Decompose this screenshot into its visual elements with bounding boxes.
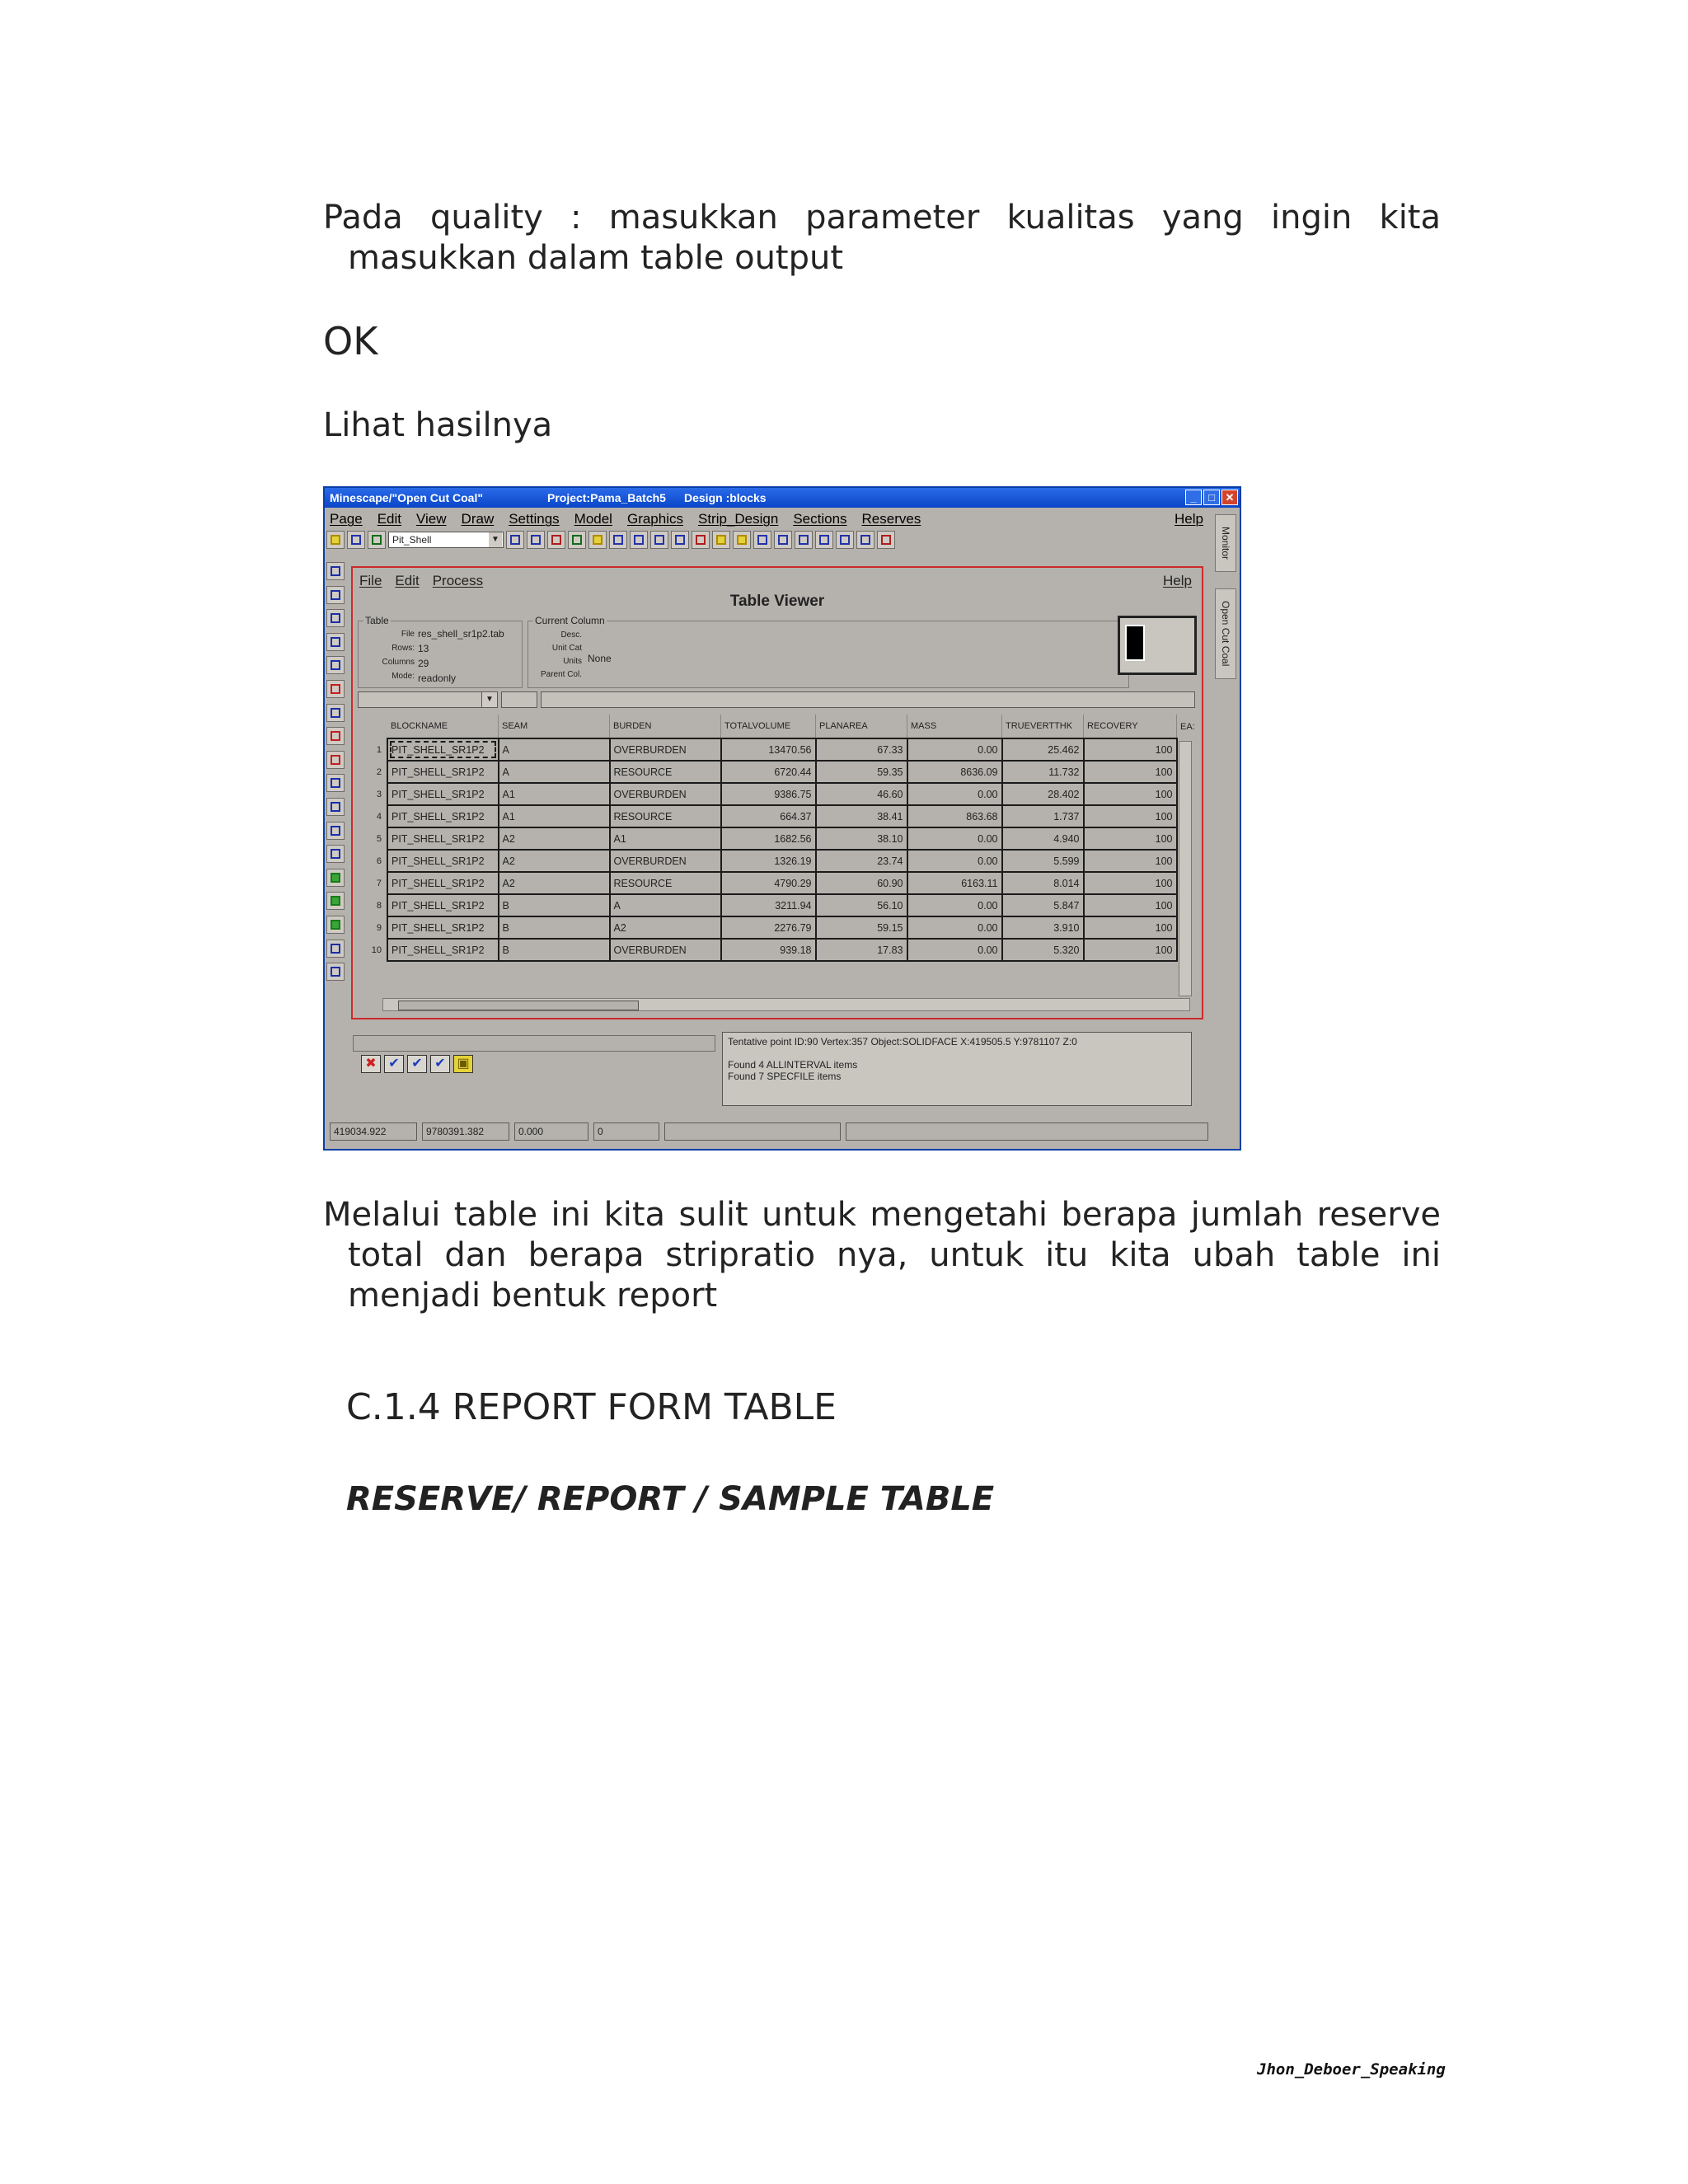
table-cell[interactable]: RESOURCE xyxy=(610,761,721,783)
table-info-group xyxy=(358,615,523,688)
status-extra xyxy=(846,1122,1208,1141)
table-cell[interactable]: 38.10 xyxy=(816,827,907,850)
menu-strip-design[interactable]: Strip_Design xyxy=(698,511,779,527)
command-panel xyxy=(353,1032,1202,1114)
status-z: 0.000 xyxy=(514,1122,588,1141)
filter-dropdown-icon[interactable]: ▼ xyxy=(481,691,498,708)
row-number: 6 xyxy=(376,855,382,866)
light-icon[interactable] xyxy=(588,531,607,549)
cancel-icon[interactable]: ✖ xyxy=(361,1055,381,1073)
close-button[interactable]: ✕ xyxy=(1221,490,1238,505)
step-icon[interactable] xyxy=(326,774,345,792)
measure-icon[interactable] xyxy=(650,531,668,549)
table-cell[interactable]: PIT_SHELL_SR1P2 xyxy=(387,761,499,783)
table-cell[interactable]: PIT_SHELL_SR1P2 xyxy=(387,805,499,827)
table-cell[interactable]: 6720.44 xyxy=(721,761,816,783)
save-icon[interactable] xyxy=(368,531,386,549)
table-cell[interactable]: 0.00 xyxy=(907,850,1002,872)
table-cell[interactable]: 863.68 xyxy=(907,805,1002,827)
table-cell[interactable]: 664.37 xyxy=(721,805,816,827)
table-cell[interactable]: PIT_SHELL_SR1P2 xyxy=(387,939,499,961)
grid-icon[interactable] xyxy=(609,531,627,549)
sub-heading: RESERVE/ REPORT / SAMPLE TABLE xyxy=(346,1480,995,1518)
status-x: 419034.922 xyxy=(330,1122,417,1141)
table-viewer-dialog xyxy=(351,566,1203,1019)
left-toolbar xyxy=(326,562,348,987)
table-cell[interactable]: A xyxy=(499,761,610,783)
design-combo[interactable]: Pit_Shell ▼ xyxy=(388,532,504,548)
mode-label: Mode: xyxy=(392,672,415,681)
row-number: 1 xyxy=(376,744,382,755)
mode-value: readonly xyxy=(418,673,457,684)
menu-edit[interactable]: Edit xyxy=(377,511,401,527)
table-cell[interactable]: 5.599 xyxy=(1002,850,1084,872)
erase-icon[interactable] xyxy=(547,531,565,549)
row-number: 4 xyxy=(376,811,382,822)
title-design: Design :blocks xyxy=(684,491,767,504)
col-mass[interactable]: MASS xyxy=(907,715,1002,738)
table-cell[interactable]: A2 xyxy=(499,872,610,894)
table-cell[interactable]: 3.910 xyxy=(1002,916,1084,939)
table-horizontal-scrollbar[interactable] xyxy=(382,998,1190,1011)
table-cell[interactable]: 0.00 xyxy=(907,827,1002,850)
table-cell[interactable]: 1326.19 xyxy=(721,850,816,872)
col-burden[interactable]: BURDEN xyxy=(610,715,721,738)
table-header-row xyxy=(359,715,1200,738)
table-cell[interactable]: 59.35 xyxy=(816,761,907,783)
desc-label: Desc. xyxy=(560,630,582,640)
maximize-button[interactable]: □ xyxy=(1203,490,1220,505)
check-icon-1[interactable]: ✔ xyxy=(384,1055,404,1073)
table-legend: Table xyxy=(365,615,389,626)
table-cell[interactable]: PIT_SHELL_SR1P2 xyxy=(387,738,499,761)
menu-settings[interactable]: Settings xyxy=(509,511,560,527)
tab-open-cut-coal[interactable]: Open Cut Coal xyxy=(1215,588,1236,679)
viewer-menu-help[interactable]: Help xyxy=(1163,573,1192,588)
minimize-button[interactable]: _ xyxy=(1185,490,1202,505)
split-horizontal-icon[interactable] xyxy=(795,531,813,549)
table-cell[interactable]: 4790.29 xyxy=(721,872,816,894)
table-cell[interactable]: 46.60 xyxy=(816,783,907,805)
table-cell[interactable]: 9386.75 xyxy=(721,783,816,805)
table-cell[interactable]: OVERBURDEN xyxy=(610,738,721,761)
right-tabs xyxy=(1210,509,1240,707)
table-cell[interactable]: OVERBURDEN xyxy=(610,939,721,961)
viewer-menu-process[interactable]: Process xyxy=(432,573,484,588)
zoom-in-icon[interactable] xyxy=(753,531,771,549)
table-cell[interactable]: 0.00 xyxy=(907,939,1002,961)
table-cell[interactable]: RESOURCE xyxy=(610,805,721,827)
table-cell[interactable]: 28.402 xyxy=(1002,783,1084,805)
table-cell[interactable]: 5.847 xyxy=(1002,894,1084,916)
network-icon[interactable] xyxy=(326,916,345,934)
table-row[interactable] xyxy=(359,827,1200,850)
table-cell[interactable]: A2 xyxy=(610,916,721,939)
menu-help[interactable]: Help xyxy=(1175,511,1203,527)
folder-icon[interactable] xyxy=(347,531,365,549)
table-cell[interactable]: B xyxy=(499,939,610,961)
title-bar xyxy=(325,488,1240,508)
table-cell[interactable]: 13470.56 xyxy=(721,738,816,761)
menu-reserves[interactable]: Reserves xyxy=(861,511,921,527)
table-row[interactable] xyxy=(359,783,1200,805)
para1-line2: masukkan dalam table output xyxy=(348,239,844,277)
pencil-icon[interactable] xyxy=(506,531,524,549)
table-row[interactable] xyxy=(359,761,1200,783)
col-truevertthk[interactable]: TRUEVERTTHK xyxy=(1002,715,1084,738)
col-totalvolume[interactable]: TOTALVOLUME xyxy=(721,715,816,738)
filter-op[interactable] xyxy=(501,691,537,708)
table-cell[interactable]: PIT_SHELL_SR1P2 xyxy=(387,850,499,872)
current-column-legend: Current Column xyxy=(535,615,605,626)
menu-sections[interactable]: Sections xyxy=(793,511,847,527)
table-cell[interactable]: A xyxy=(499,738,610,761)
pointer-icon[interactable] xyxy=(836,531,854,549)
table-cell[interactable]: PIT_SHELL_SR1P2 xyxy=(387,894,499,916)
table-cell[interactable]: A1 xyxy=(610,827,721,850)
lihat-text: Lihat hasilnya xyxy=(323,406,553,444)
color-swatch xyxy=(1118,616,1197,675)
table-cell[interactable]: 0.00 xyxy=(907,783,1002,805)
mouse-icon[interactable] xyxy=(326,704,345,722)
yellow-tool-icon[interactable] xyxy=(326,845,345,863)
table-cell[interactable]: 8.014 xyxy=(1002,872,1084,894)
menu-draw[interactable]: Draw xyxy=(461,511,495,527)
columns-label: Columns xyxy=(382,658,415,667)
pan-icon[interactable] xyxy=(692,531,710,549)
cut-icon[interactable] xyxy=(326,680,345,698)
eye-icon[interactable] xyxy=(671,531,689,549)
table-cell[interactable]: PIT_SHELL_SR1P2 xyxy=(387,916,499,939)
table-vertical-scrollbar[interactable] xyxy=(1179,741,1192,996)
table-cell[interactable]: 3211.94 xyxy=(721,894,816,916)
help-icon[interactable] xyxy=(877,531,895,549)
table-cell[interactable]: 67.33 xyxy=(816,738,907,761)
table-cell[interactable]: 100 xyxy=(1084,850,1177,872)
row-number: 5 xyxy=(376,833,382,844)
table-row[interactable] xyxy=(359,872,1200,894)
file-value: res_shell_sr1p2.tab xyxy=(418,628,504,640)
viewer-menu-edit[interactable]: Edit xyxy=(395,573,420,588)
file-label: File xyxy=(401,630,415,639)
table-cell[interactable]: 56.10 xyxy=(816,894,907,916)
text-tool-icon[interactable] xyxy=(326,562,345,580)
table-row[interactable] xyxy=(359,738,1200,761)
viewer-title: Table Viewer xyxy=(729,593,825,610)
table-cell[interactable]: B xyxy=(499,894,610,916)
output-line-2: Found 4 ALLINTERVAL items xyxy=(728,1059,858,1071)
parent-col-label: Parent Col. xyxy=(540,670,582,679)
filter-expression[interactable] xyxy=(541,691,1195,708)
cross-icon[interactable] xyxy=(527,531,545,549)
corner-icon[interactable] xyxy=(326,798,345,816)
status-y: 9780391.382 xyxy=(422,1122,509,1141)
paragraph-quality xyxy=(323,198,1441,238)
section-icon[interactable] xyxy=(326,656,345,674)
dotted-select-icon[interactable] xyxy=(326,586,345,604)
table-row[interactable] xyxy=(359,939,1200,961)
edit-tool-icon[interactable] xyxy=(326,822,345,840)
table-cell[interactable]: A xyxy=(610,894,721,916)
col-ea[interactable]: EA: xyxy=(1180,721,1195,732)
select-icon[interactable] xyxy=(630,531,648,549)
table-cell[interactable]: 100 xyxy=(1084,894,1177,916)
table-cell[interactable]: 8636.09 xyxy=(907,761,1002,783)
table-cell[interactable]: 0.00 xyxy=(907,738,1002,761)
status-bar xyxy=(330,1122,1210,1142)
units-label: Units xyxy=(563,657,582,666)
surface-icon[interactable] xyxy=(326,633,345,651)
box-icon[interactable] xyxy=(326,751,345,769)
table-cell[interactable]: A2 xyxy=(499,827,610,850)
para2-line1: Melalui table ini kita sulit untuk mengetahi berapa jumlah reserve xyxy=(323,1196,1441,1234)
table-cell[interactable]: 939.18 xyxy=(721,939,816,961)
minescape-window xyxy=(323,486,1241,1151)
status-message xyxy=(664,1122,841,1141)
section-heading: C.1.4 REPORT FORM TABLE xyxy=(346,1386,837,1428)
table-cell[interactable]: RESOURCE xyxy=(610,872,721,894)
table-cell[interactable]: 25.462 xyxy=(1002,738,1084,761)
col-blockname[interactable]: BLOCKNAME xyxy=(387,715,499,738)
layer-icon[interactable] xyxy=(568,531,586,549)
table-cell[interactable]: 100 xyxy=(1084,872,1177,894)
menu-model[interactable]: Model xyxy=(574,511,612,527)
menu-graphics[interactable]: Graphics xyxy=(626,511,683,527)
table-cell[interactable]: B xyxy=(499,916,610,939)
table-cell[interactable]: 38.41 xyxy=(816,805,907,827)
unit-cat-label: Unit Cat xyxy=(551,644,582,653)
table-cell[interactable]: 1.737 xyxy=(1002,805,1084,827)
table-cell[interactable]: A2 xyxy=(499,850,610,872)
results-table xyxy=(359,715,1200,962)
output-line-3: Found 7 SPECFILE items xyxy=(728,1071,842,1082)
row-number: 2 xyxy=(376,766,382,777)
table-cell[interactable]: 60.90 xyxy=(816,872,907,894)
table-cell[interactable]: PIT_SHELL_SR1P2 xyxy=(387,783,499,805)
row-number: 9 xyxy=(376,922,382,933)
main-toolbar xyxy=(326,530,1205,550)
command-input[interactable] xyxy=(353,1035,715,1052)
check-icon-3[interactable]: ✔ xyxy=(430,1055,450,1073)
split-vertical-icon[interactable] xyxy=(815,531,833,549)
tab-monitor[interactable]: Monitor xyxy=(1215,514,1236,572)
options-icon[interactable]: ▣ xyxy=(453,1055,473,1073)
table-cell[interactable]: 23.74 xyxy=(816,850,907,872)
list-icon[interactable] xyxy=(326,892,345,910)
rows-label: Rows: xyxy=(392,644,415,653)
para1-line1: Pada quality : masukkan parameter kualitas yang ingin kita xyxy=(323,199,1441,237)
table-cell[interactable]: 100 xyxy=(1084,916,1177,939)
row-number: 10 xyxy=(371,944,382,955)
main-menubar xyxy=(330,509,1203,529)
table-cell[interactable]: 4.940 xyxy=(1002,827,1084,850)
table-cell[interactable]: 11.732 xyxy=(1002,761,1084,783)
output-log xyxy=(722,1032,1192,1106)
table-cell[interactable]: 100 xyxy=(1084,827,1177,850)
viewer-menubar xyxy=(359,571,1192,591)
menu-page[interactable]: Page xyxy=(330,511,363,527)
document-icon[interactable] xyxy=(326,940,345,958)
table-cell[interactable]: PIT_SHELL_SR1P2 xyxy=(387,872,499,894)
polyline-icon[interactable] xyxy=(326,609,345,627)
row-number: 7 xyxy=(376,878,382,888)
triangle-icon[interactable] xyxy=(326,963,345,981)
table-cell[interactable]: 100 xyxy=(1084,738,1177,761)
table-cell[interactable]: OVERBURDEN xyxy=(610,850,721,872)
units-value: None xyxy=(588,653,612,664)
table-cell[interactable]: 0.00 xyxy=(907,916,1002,939)
title-app: Minescape/"Open Cut Coal" xyxy=(330,491,483,504)
table-cell[interactable]: 17.83 xyxy=(816,939,907,961)
table-cell[interactable]: 100 xyxy=(1084,761,1177,783)
row-number: 3 xyxy=(376,789,382,799)
table-row[interactable] xyxy=(359,850,1200,872)
table-cell[interactable]: OVERBURDEN xyxy=(610,783,721,805)
column-filter[interactable] xyxy=(358,691,498,708)
table-cell[interactable]: 2276.79 xyxy=(721,916,816,939)
columns-value: 29 xyxy=(418,658,429,669)
rotate-icon[interactable] xyxy=(712,531,730,549)
rows-value: 13 xyxy=(418,643,429,654)
para2-line3: menjadi bentuk report xyxy=(348,1277,718,1315)
table-row[interactable] xyxy=(359,916,1200,939)
table-cell[interactable]: 59.15 xyxy=(816,916,907,939)
table-cell[interactable]: 100 xyxy=(1084,939,1177,961)
col-seam[interactable]: SEAM xyxy=(499,715,610,738)
table-cell[interactable]: 6163.11 xyxy=(907,872,1002,894)
block-icon[interactable] xyxy=(326,727,345,745)
table-cell[interactable]: PIT_SHELL_SR1P2 xyxy=(387,827,499,850)
output-line-1: Tentative point ID:90 Vertex:357 Object:SOLIDFACE X:419505.5 Y:9781107 Z:0 xyxy=(728,1036,1077,1047)
check-icon-2[interactable]: ✔ xyxy=(407,1055,427,1073)
filter-bar xyxy=(358,691,1197,710)
table-row[interactable] xyxy=(359,894,1200,916)
row-number: 8 xyxy=(376,900,382,911)
table-row[interactable] xyxy=(359,805,1200,827)
viewer-menu-file[interactable]: File xyxy=(359,573,382,588)
table-cell[interactable]: 100 xyxy=(1084,783,1177,805)
refresh-icon[interactable] xyxy=(733,531,751,549)
footer-author: Jhon_Deboer_Speaking xyxy=(1257,2060,1446,2079)
current-column-group xyxy=(528,615,1129,688)
para2-line2: total dan berapa stripratio nya, untuk itu kita ubah table ini xyxy=(348,1236,1441,1274)
title-project: Project:Pama_Batch5 xyxy=(547,491,666,504)
status-n: 0 xyxy=(593,1122,659,1141)
menu-view[interactable]: View xyxy=(416,511,447,527)
undo-icon[interactable] xyxy=(856,531,874,549)
table-cell[interactable]: A1 xyxy=(499,805,610,827)
table-icon[interactable] xyxy=(326,869,345,887)
open-icon[interactable] xyxy=(326,531,345,549)
table-cell[interactable]: 100 xyxy=(1084,805,1177,827)
table-cell[interactable]: 0.00 xyxy=(907,894,1002,916)
table-cell[interactable]: 5.320 xyxy=(1002,939,1084,961)
table-cell[interactable]: 1682.56 xyxy=(721,827,816,850)
col-planarea[interactable]: PLANAREA xyxy=(816,715,907,738)
ok-text: OK xyxy=(323,319,378,363)
zoom-out-icon[interactable] xyxy=(774,531,792,549)
col-recovery[interactable]: RECOVERY xyxy=(1084,715,1177,738)
table-cell[interactable]: A1 xyxy=(499,783,610,805)
